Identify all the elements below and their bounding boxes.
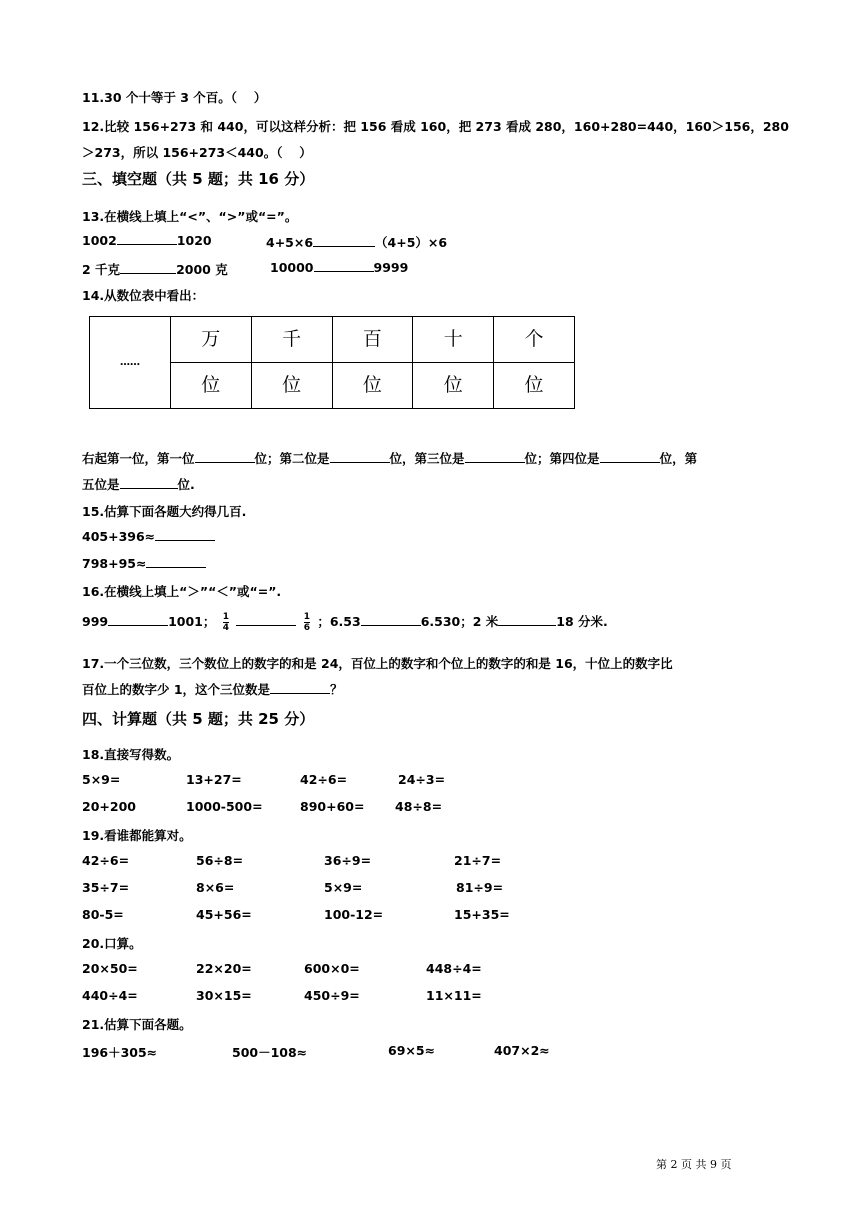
q18-r2-c1: 20+200 [82, 799, 136, 814]
q19-r1-c1: 42÷6= [82, 853, 130, 868]
place-value-bai-top: 百 [332, 317, 413, 363]
place-value-wan-bottom: 位 [170, 363, 251, 409]
question-15-item-a: 405+396≈ [82, 529, 215, 544]
place-value-wan-top: 万 [170, 317, 251, 363]
q20-r2-c3: 450÷9= [304, 988, 360, 1003]
place-value-ge-bottom: 位 [494, 363, 575, 409]
q19-r2-c2: 8×6= [196, 880, 235, 895]
question-20-prompt: 20.口算。 [82, 936, 142, 951]
q19-r2-c4: 81÷9= [456, 880, 504, 895]
question-13-item-d: 10000 9999 [270, 260, 409, 275]
q20-r2-c2: 30×15= [196, 988, 252, 1003]
q21-item-1: 196＋305≈ [82, 1045, 158, 1060]
q20-r1-c3: 600×0= [304, 961, 360, 976]
place-value-qian-bottom: 位 [251, 363, 332, 409]
question-11: 11.30 个十等于 3 个百。（ ） [82, 90, 267, 105]
question-14-answer-line1: 右起第一位，第一位 位；第二位是 位，第三位是 位；第四位是 位，第 [82, 451, 698, 466]
q18-r2-c4: 48÷8= [395, 799, 443, 814]
question-15-prompt: 15.估算下面各题大约得几百. [82, 504, 247, 519]
question-14-answer-line2: 五位是 位. [82, 477, 195, 492]
q21-item-4: 407×2≈ [494, 1043, 550, 1058]
question-13-prompt: 13.在横线上填上“<”、“>”或“=”。 [82, 209, 298, 224]
q20-r2-c1: 440÷4= [82, 988, 138, 1003]
question-15-item-b: 798+95≈ [82, 556, 206, 571]
q18-r1-c1: 5×9= [82, 772, 121, 787]
q20-r2-c4: 11×11= [426, 988, 482, 1003]
place-value-ge-top: 个 [494, 317, 575, 363]
fraction-one-sixth: $\frac{1}{6}$ [303, 612, 310, 633]
q20-r1-c4: 448÷4= [426, 961, 482, 976]
q19-r2-c3: 5×9= [324, 880, 363, 895]
place-value-shi-top: 十 [413, 317, 494, 363]
place-value-table [89, 316, 575, 409]
q18-r2-c3: 890+60= [300, 799, 365, 814]
q18-r1-c2: 13+27= [186, 772, 242, 787]
q21-item-3: 69×5≈ [388, 1043, 436, 1058]
question-18-prompt: 18.直接写得数。 [82, 747, 180, 762]
question-17-line2: 百位上的数字少 1，这个三位数是 ？ [82, 682, 343, 697]
q19-r3-c4: 15+35= [454, 907, 510, 922]
q19-r3-c3: 100-12= [324, 907, 384, 922]
page-footer: 第 2 页 共 9 页 [656, 1158, 732, 1171]
q19-r2-c1: 35÷7= [82, 880, 130, 895]
question-16-items: 999 1001； $\frac{1}{4}$ $\frac{1}{6}$ ；6.53 6.530；2 米 18 分米. [82, 612, 608, 633]
place-value-ellipsis: …… [90, 317, 171, 409]
place-value-shi-bottom: 位 [413, 363, 494, 409]
question-13-item-b: 4+5×6 （4+5）×6 [266, 235, 448, 250]
question-17-line1: 17.一个三位数，三个数位上的数字的和是 24，百位上的数字和个位上的数字的和是 16，十位上的数字比 [82, 656, 673, 671]
question-13-item-a: 1002 1020 [82, 233, 212, 248]
question-12-line2: ＞273，所以 156+273＜440。（ ） [82, 145, 312, 160]
question-16-prompt: 16.在横线上填上“＞”“＜”或“=”. [82, 584, 282, 599]
fraction-one-quarter: $\frac{1}{4}$ [222, 612, 230, 633]
q20-r1-c1: 20×50= [82, 961, 138, 976]
q19-r3-c1: 80-5= [82, 907, 124, 922]
place-value-bai-bottom: 位 [332, 363, 413, 409]
question-12-line1: 12.比较 156+273 和 440，可以这样分析：把 156 看成 160，把 273 看成 280，160+280=440，160＞156，280 [82, 119, 789, 134]
place-value-qian-top: 千 [251, 317, 332, 363]
question-14-prompt: 14.从数位表中看出： [82, 288, 205, 303]
section-4-heading: 四、计算题（共 5 题；共 25 分） [82, 710, 315, 728]
q21-item-2: 500－108≈ [232, 1045, 308, 1060]
section-3-heading: 三、填空题（共 5 题；共 16 分） [82, 170, 315, 188]
q19-r1-c4: 21÷7= [454, 853, 502, 868]
q18-r2-c2: 1000-500= [186, 799, 263, 814]
q19-r3-c2: 45+56= [196, 907, 252, 922]
q19-r1-c2: 56÷8= [196, 853, 244, 868]
question-21-prompt: 21.估算下面各题。 [82, 1017, 192, 1032]
q19-r1-c3: 36÷9= [324, 853, 372, 868]
q20-r1-c2: 22×20= [196, 961, 252, 976]
question-19-prompt: 19.看谁都能算对。 [82, 828, 192, 843]
q18-r1-c3: 42÷6= [300, 772, 348, 787]
question-13-item-c: 2 千克 2000 克 [82, 262, 228, 277]
q18-r1-c4: 24÷3= [398, 772, 446, 787]
